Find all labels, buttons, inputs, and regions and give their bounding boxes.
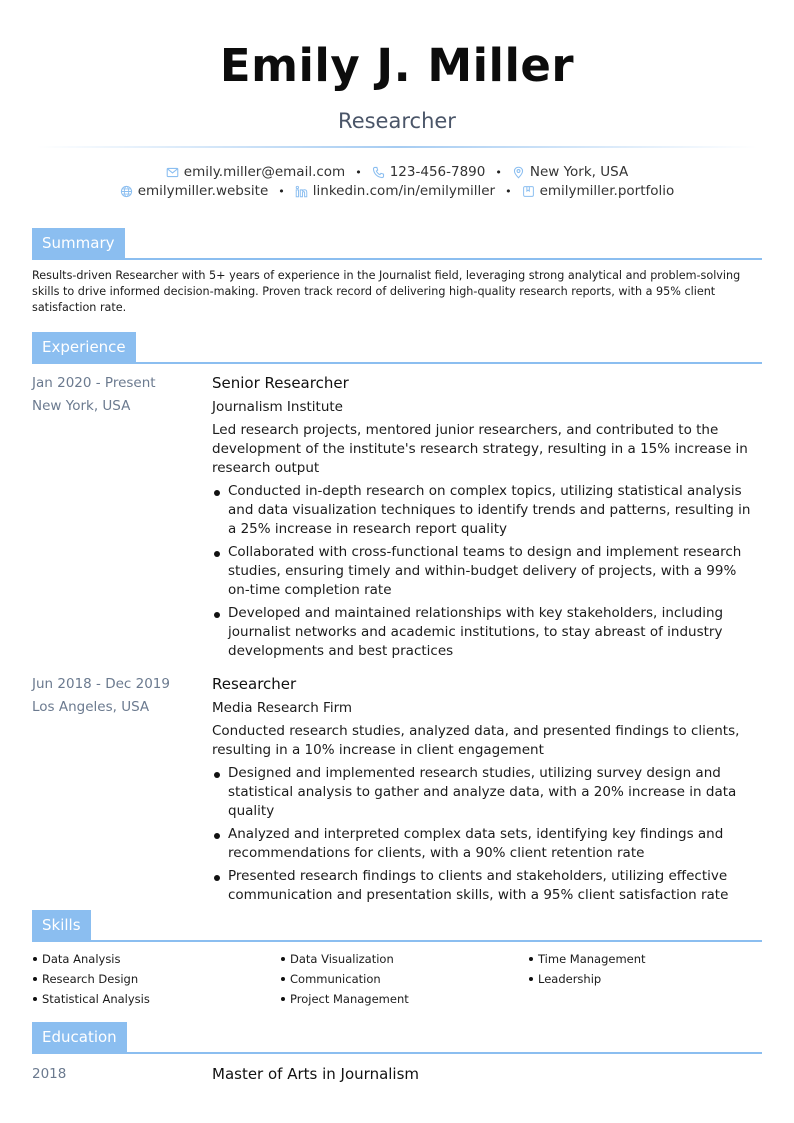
skill-item: Data Analysis [32,951,280,967]
contact-portfolio[interactable] [522,182,675,201]
contact-row-2 [0,182,794,201]
location-text: New York, USA [529,164,629,180]
contact-separator: • [505,185,512,198]
contact-linkedin[interactable] [295,182,495,201]
contact-separator: • [495,166,502,179]
candidate-title: Researcher [338,109,456,133]
education-section [32,1022,762,1085]
job-details [212,673,762,905]
job-bullet: Designed and implemented research studies, utilizing survey design and statistical analysis to gather and analyze data, with a 20% increase in data quality [212,764,762,821]
location-pin-icon [512,166,525,179]
email-text: emily.miller@email.com [183,164,346,180]
job-title: Researcher [212,675,297,693]
envelope-icon [166,166,179,179]
candidate-name: Emily J. Miller [219,39,575,92]
job-entry [32,372,762,661]
skills-heading: Skills [32,910,91,940]
job-bullet: Conducted in-depth research on complex topics, utilizing statistical analysis and data visualization techniques to identify trends and patterns, resulting in a 25% increase in research report quality [212,482,762,539]
skill-item: Data Visualization [280,951,528,967]
job-location: New York, USA [32,398,131,414]
job-bullet: Developed and maintained relationships with key stakeholders, including journalist networks and academic institutions, to stay abreast of industry developments and best practices [212,604,762,661]
contact-separator: • [278,185,285,198]
experience-section [32,332,762,909]
education-year: 2018 [32,1066,67,1082]
job-company: Journalism Institute [212,399,343,415]
phone-icon [372,166,385,179]
contact-phone[interactable] [372,163,486,182]
summary-text: Results-driven Researcher with 5+ years of experience in the Journalist field, leveraging strong analytical and problem-solving skills to drive informed decision-making. Proven track record of delivering high-quality research reports, with a 95% client satisfaction rate. [32,269,741,314]
job-meta [32,673,202,719]
skill-item: Time Management [528,951,762,967]
job-entry [32,673,762,905]
education-heading-bar [32,1022,762,1054]
job-dates: Jun 2018 - Dec 2019 [32,676,170,692]
portfolio-text: emilymiller.portfolio [539,183,675,199]
skill-item: Project Management [280,991,528,1007]
header-divider [37,146,757,148]
summary-heading: Summary [32,228,125,258]
education-entry [32,1063,762,1085]
contact-separator: • [355,166,362,179]
job-details [212,372,762,661]
experience-heading-bar [32,332,762,364]
website-text: emilymiller.website [137,183,269,199]
linkedin-icon [295,185,308,198]
summary-heading-bar [32,228,762,260]
linkedin-text: linkedin.com/in/emilymiller [312,183,496,199]
skill-item: Communication [280,971,528,987]
contact-website[interactable] [120,182,269,201]
job-company: Media Research Firm [212,700,353,716]
job-location: Los Angeles, USA [32,699,150,715]
experience-heading: Experience [32,332,136,362]
contact-location [512,163,628,182]
skill-item: Leadership [528,971,762,987]
job-bullet: Presented research findings to clients and stakeholders, utilizing effective communication and presentation skills, with a 95% client satisfaction rate [212,867,762,905]
job-meta [32,372,202,418]
globe-icon [120,185,133,198]
job-bullet: Analyzed and interpreted complex data sets, identifying key findings and recommendations for clients, with a 90% client retention rate [212,825,762,863]
job-bullets [212,482,762,661]
skills-section [32,910,762,1007]
resume-header [0,0,794,201]
job-bullet: Collaborated with cross-functional teams to design and implement research studies, ensuring timely and within-budget delivery of projects, with a 99% on-time completion rate [212,543,762,600]
education-degree: Master of Arts in Journalism [212,1065,420,1083]
portfolio-icon [522,185,535,198]
summary-section [32,228,762,316]
phone-text: 123-456-7890 [389,164,486,180]
education-heading: Education [32,1022,127,1052]
skills-heading-bar [32,910,762,942]
contact-email[interactable] [166,163,345,182]
job-description: Conducted research studies, analyzed data, and presented findings to clients, resulting in a 10% increase in client engagement [212,723,740,758]
contact-row-1 [0,163,794,182]
job-dates: Jan 2020 - Present [32,375,156,391]
job-title: Senior Researcher [212,374,349,392]
skills-grid [32,951,762,1007]
job-description: Led research projects, mentored junior researchers, and contributed to the development of the institute's research strategy, resulting in a 15% increase in research output [212,422,748,476]
skill-item: Statistical Analysis [32,991,280,1007]
skill-item: Research Design [32,971,280,987]
job-bullets [212,764,762,905]
